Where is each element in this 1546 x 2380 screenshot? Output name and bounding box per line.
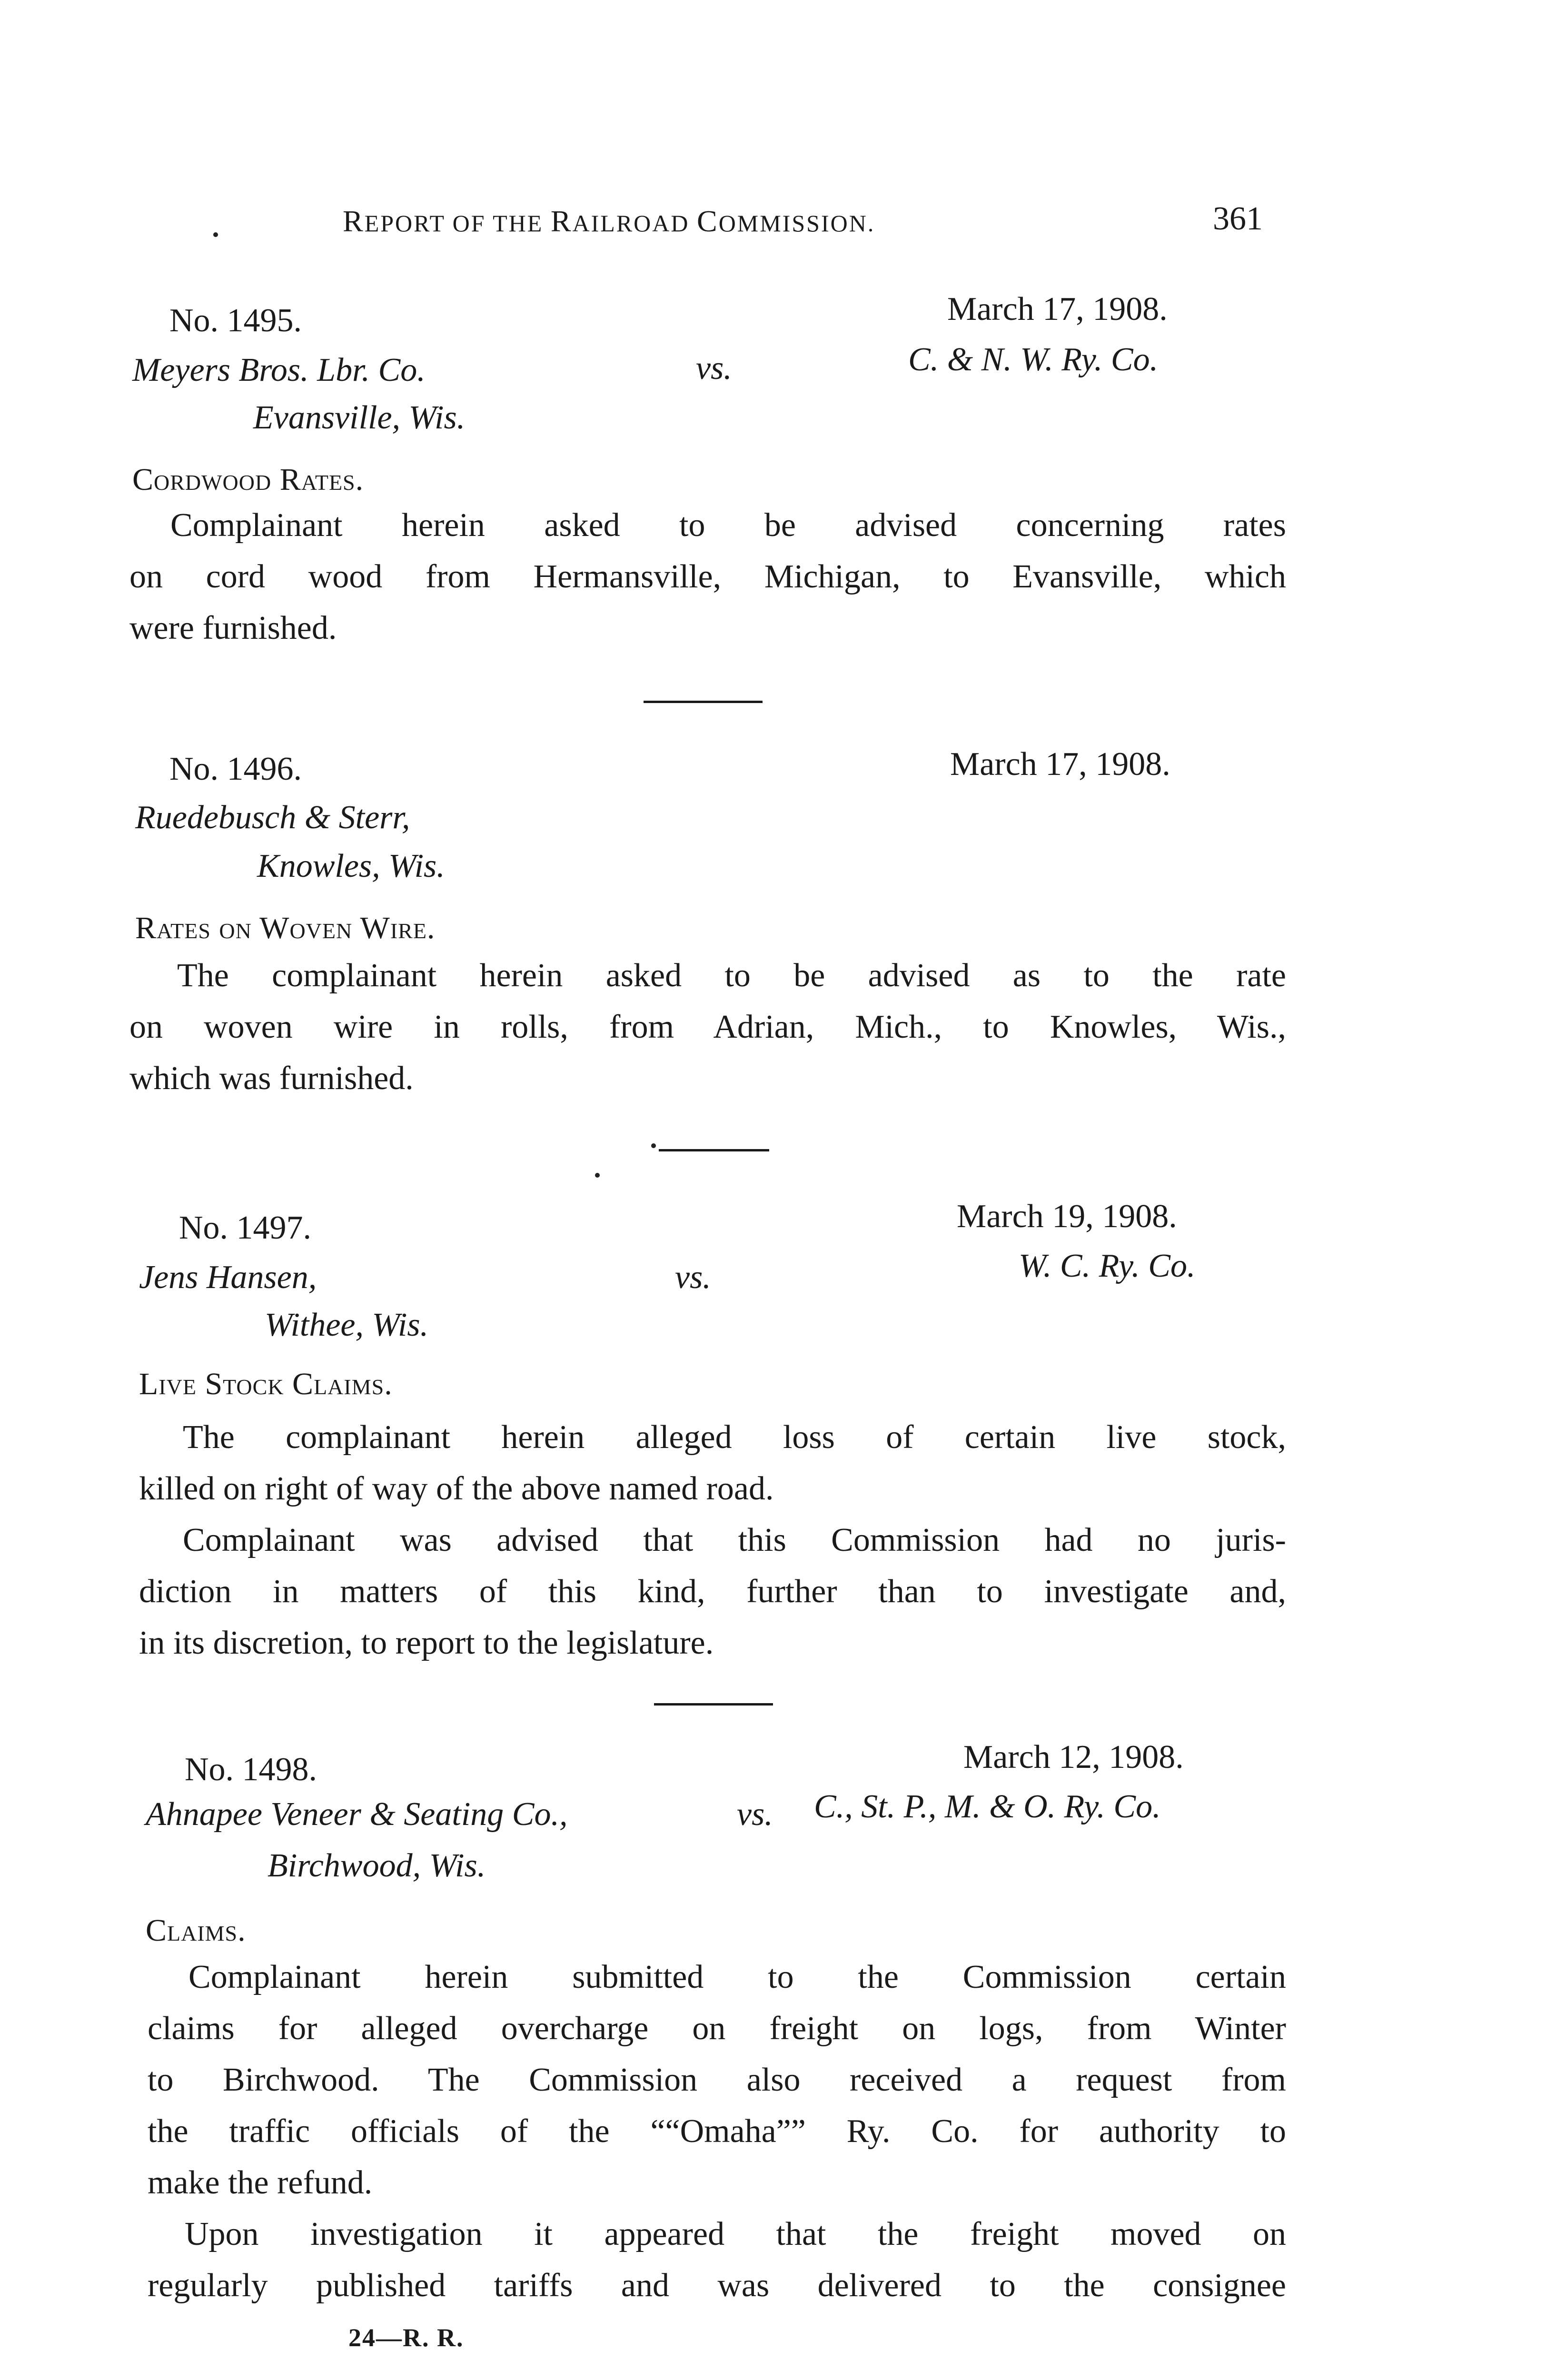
case-number: No. 1496.	[169, 751, 302, 787]
paragraph-line: were furnished.	[129, 610, 337, 646]
paragraph-line: Complainant herein submitted to the Commission certain	[188, 1959, 1286, 1995]
paragraph-line: killed on right of way of the above named road.	[139, 1470, 774, 1507]
header-title-part-1: EPORT OF THE	[364, 210, 551, 237]
case-number: No. 1497.	[179, 1210, 312, 1246]
defendant-name: W. C. Ry. Co.	[1019, 1248, 1196, 1284]
complainant-name: Ruedebusch & Sterr,	[135, 799, 410, 836]
header-title-cap-1: R	[343, 204, 365, 238]
signature-mark: 24—R. R.	[348, 2323, 464, 2352]
paragraph-line: Upon investigation it appeared that the freight moved on	[185, 2216, 1286, 2252]
paragraph-line: regularly published tariffs and was delivered to the consignee	[148, 2267, 1286, 2304]
case-heading: Rates on Woven Wire.	[135, 911, 436, 945]
case-heading: Cordwood Rates.	[132, 462, 364, 497]
header-title-part-2: AILROAD	[572, 210, 697, 237]
paragraph-line: claims for alleged overcharge on freight on logs, from Winter	[148, 2010, 1286, 2047]
case-date: March 17, 1908.	[950, 746, 1170, 783]
case-paragraph	[129, 950, 1286, 1104]
header-title-cap-2: R	[550, 204, 573, 238]
case-paragraph	[129, 500, 1286, 654]
page-number: 361	[1213, 200, 1263, 237]
paragraph-line: Complainant herein asked to be advised concerning rates	[170, 507, 1286, 544]
paragraph-line: to Birchwood. The Commission also received a request from	[148, 2062, 1286, 2098]
case-date: March 17, 1908.	[947, 291, 1168, 327]
complainant-name: Meyers Bros. Lbr. Co.	[132, 352, 426, 388]
header-dot	[213, 232, 218, 237]
defendant-name: C., St. P., M. & O. Ry. Co.	[814, 1788, 1161, 1825]
running-header	[343, 204, 875, 239]
paragraph-line: Complainant was advised that this Commission had no juris-	[183, 1522, 1286, 1558]
case-heading: Claims.	[146, 1913, 246, 1948]
case-paragraph	[139, 1412, 1286, 1669]
case-heading: Live Stock Claims.	[139, 1367, 393, 1401]
paragraph-line: in its discretion, to report to the legislature.	[139, 1625, 714, 1661]
complainant-location: Birchwood, Wis.	[268, 1847, 486, 1884]
complainant-location: Withee, Wis.	[265, 1307, 429, 1343]
complainant-name: Ahnapee Veneer & Seating Co.,	[146, 1796, 568, 1833]
paragraph-line: the traffic officials of the ““Omaha”” Ry. Co. for authority to	[148, 2113, 1286, 2150]
paragraph-line: make the refund.	[148, 2164, 373, 2201]
paragraph-line: The complainant herein alleged loss of certain live stock,	[183, 1419, 1286, 1456]
section-divider	[659, 1149, 769, 1151]
header-title-part-3: OMMISSION.	[718, 210, 875, 237]
case-number: No. 1495.	[169, 302, 302, 339]
case-date: March 12, 1908.	[963, 1739, 1184, 1775]
speck-dot	[651, 1143, 656, 1148]
versus-label: vs.	[675, 1259, 711, 1296]
paragraph-line: The complainant herein asked to be advised as to the rate	[177, 957, 1286, 994]
paragraph-line: on cord wood from Hermansville, Michigan, to Evansville, which	[129, 558, 1286, 595]
section-divider	[654, 1703, 773, 1706]
versus-label: vs.	[737, 1796, 773, 1833]
case-paragraph	[148, 1952, 1286, 2311]
complainant-name: Jens Hansen,	[139, 1259, 317, 1296]
paragraph-line: on woven wire in rolls, from Adrian, Mich., to Knowles, Wis.,	[129, 1009, 1286, 1045]
paragraph-line: which was furnished.	[129, 1060, 414, 1097]
complainant-location: Evansville, Wis.	[253, 399, 466, 436]
defendant-name: C. & N. W. Ry. Co.	[908, 341, 1159, 378]
section-divider	[644, 701, 763, 703]
header-title-cap-3: C	[697, 204, 719, 238]
versus-label: vs.	[696, 350, 732, 387]
case-date: March 19, 1908.	[957, 1198, 1177, 1235]
complainant-location: Knowles, Wis.	[257, 848, 445, 884]
speck-dot	[595, 1173, 600, 1178]
paragraph-line: diction in matters of this kind, further than to investigate and,	[139, 1573, 1286, 1610]
case-number: No. 1498.	[185, 1751, 317, 1788]
